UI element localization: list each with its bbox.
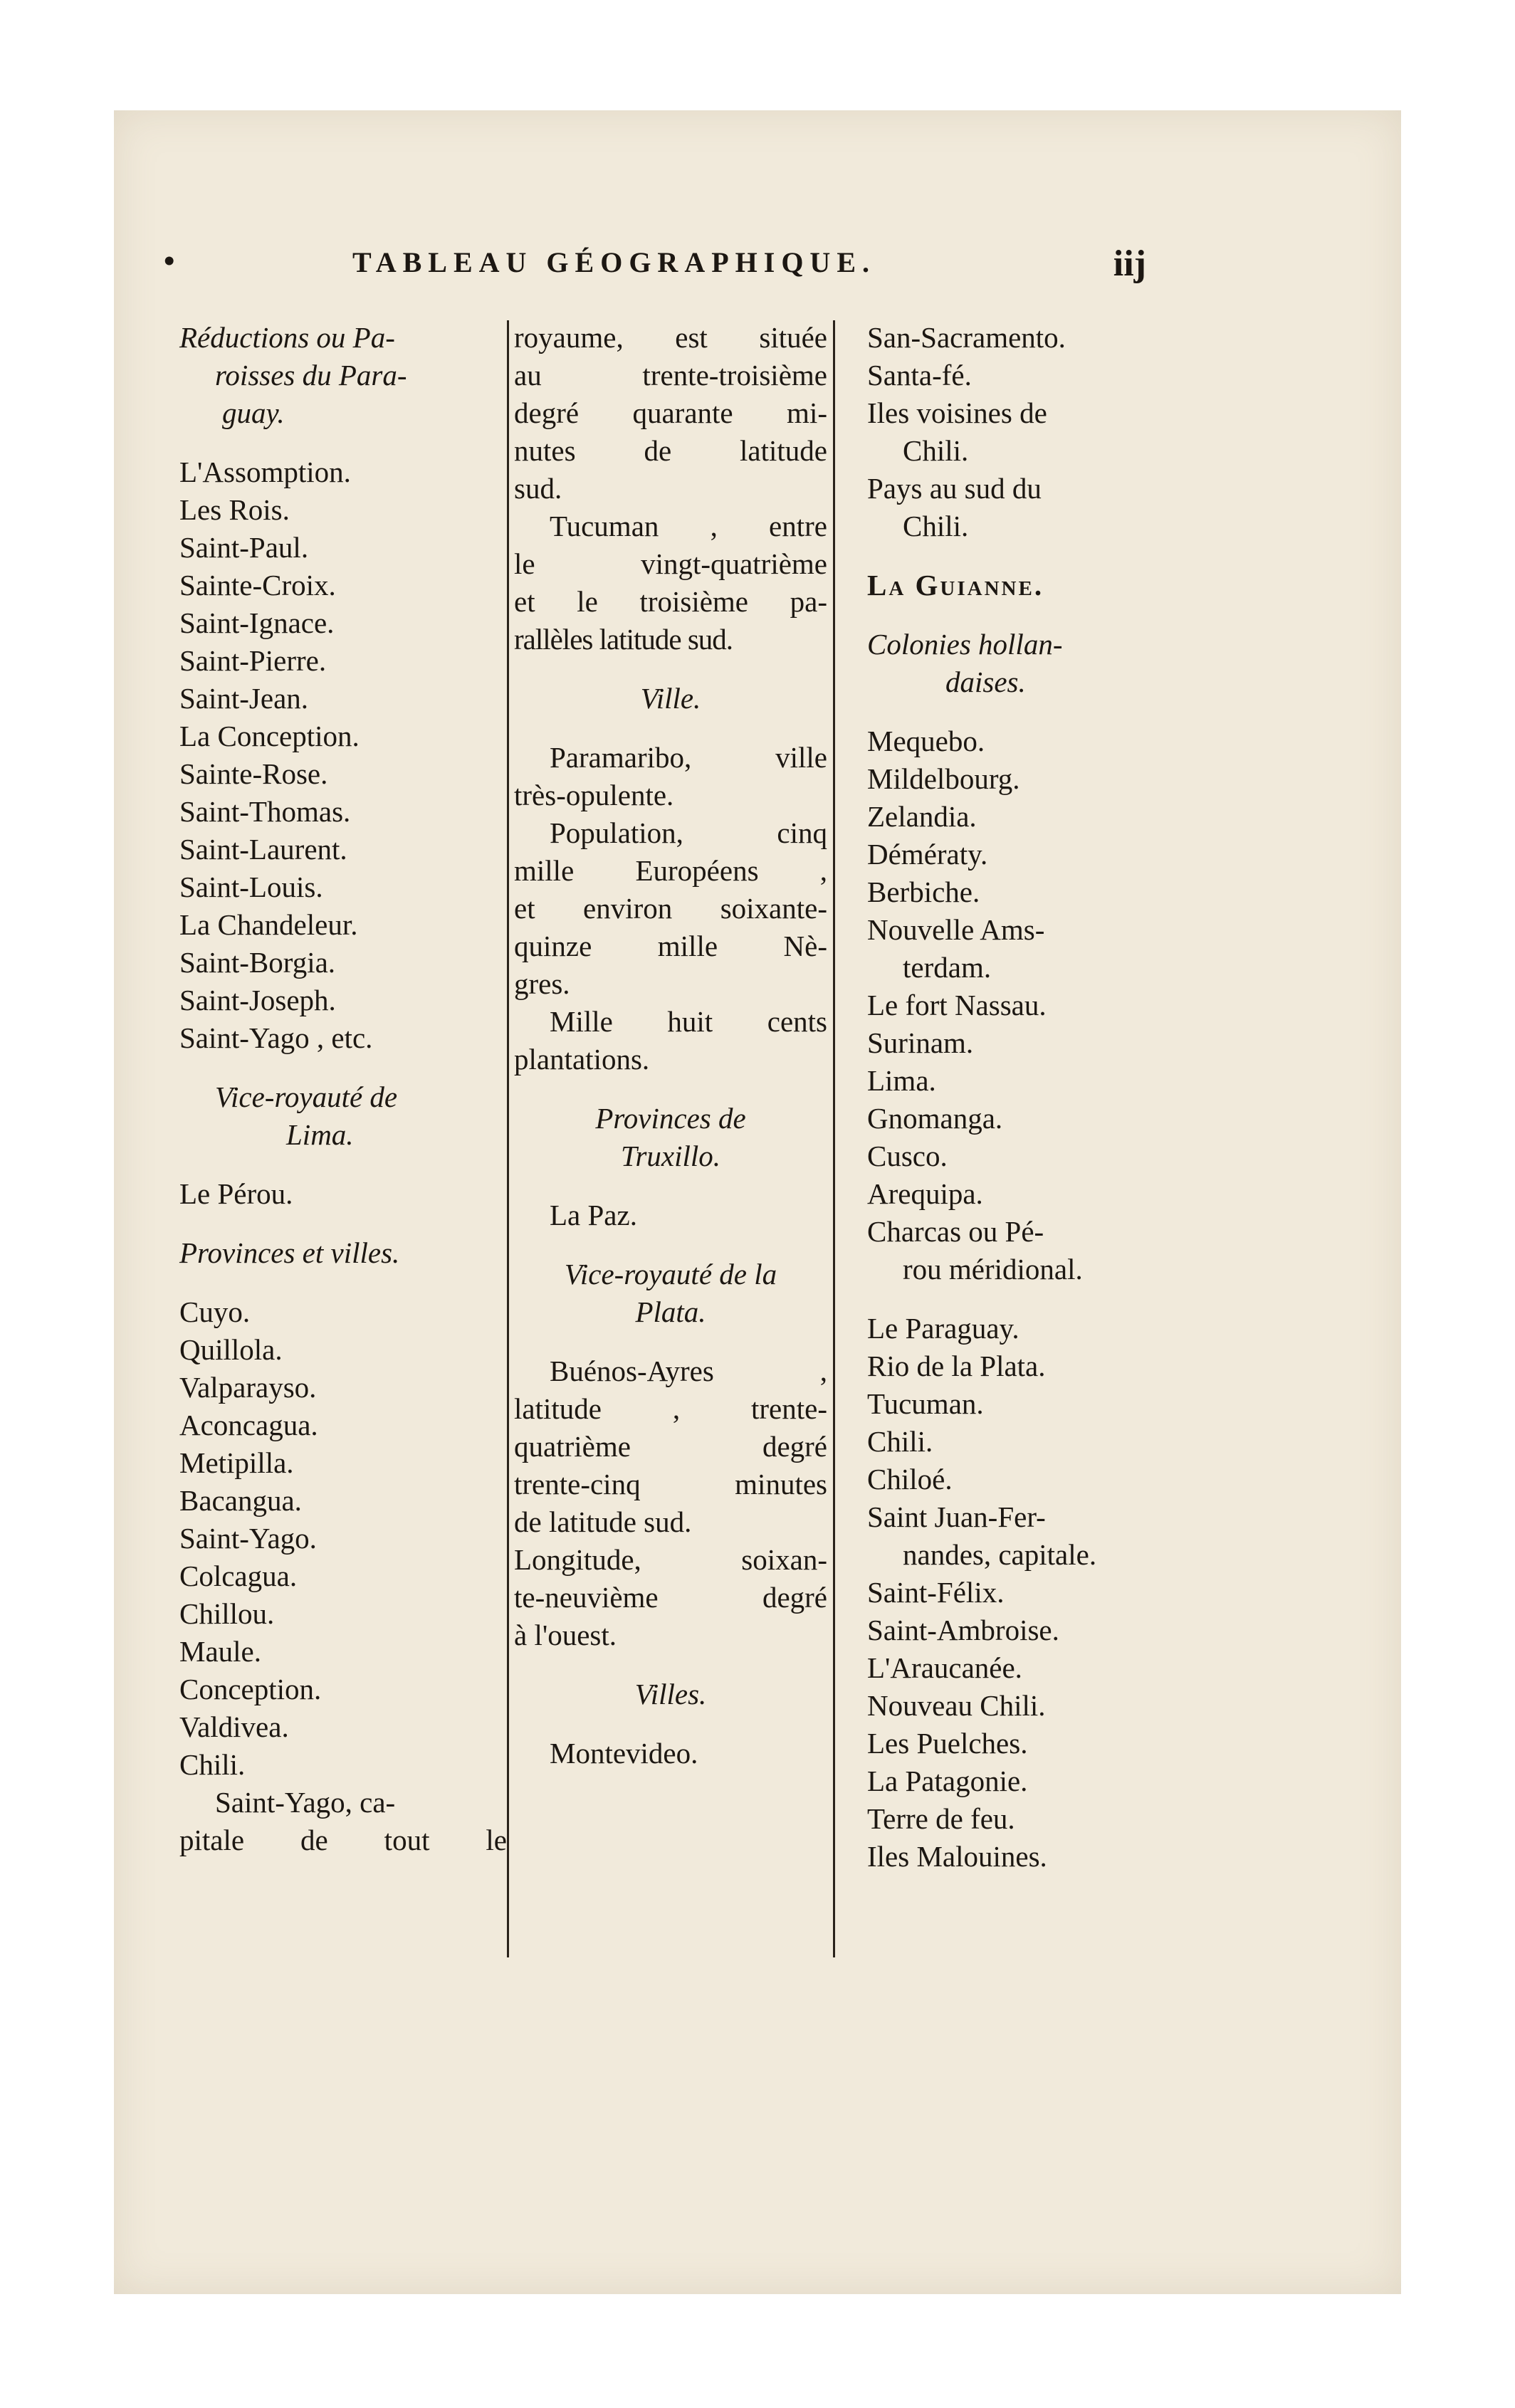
- list-item: Terre de feu.: [867, 1802, 1015, 1835]
- place-list: [867, 1310, 1166, 1876]
- list-item: San-Sacramento.: [867, 321, 1066, 354]
- list-item: Valdivea.: [179, 1710, 289, 1743]
- paragraph-line: pitale de tout le: [179, 1824, 507, 1856]
- list-item: Iles voisines de: [867, 396, 1047, 429]
- paragraph-line: plantations.: [514, 1043, 650, 1076]
- list-item: Cusco.: [867, 1140, 948, 1172]
- header-mark: •: [164, 243, 182, 278]
- list-item: La Chandeleur.: [179, 908, 358, 941]
- paragraph-line: degré quarante mi-: [514, 396, 827, 429]
- list-item: L'Assomption.: [179, 456, 351, 488]
- list-item: Saint-Félix.: [867, 1576, 1005, 1609]
- column-rule-right: [833, 320, 835, 1957]
- list-item: terdam.: [903, 951, 992, 984]
- paragraph-line: sud.: [514, 472, 562, 505]
- paragraph-line: le vingt-quatrième: [514, 547, 827, 580]
- list-item: Saint-Ignace.: [179, 606, 335, 639]
- list-item: Démératy.: [867, 838, 988, 871]
- list-item: Aconcagua.: [179, 1409, 318, 1441]
- list-item: Chiloé.: [867, 1463, 953, 1495]
- list-item: Saint-Joseph.: [179, 984, 336, 1016]
- paragraph-line: Population, cinq: [550, 816, 827, 849]
- list-item: rou méridional.: [903, 1253, 1083, 1286]
- column-rule-left: [507, 320, 509, 1957]
- paragraph-line: au trente-troisième: [514, 359, 827, 391]
- list-item: Saint-Laurent.: [179, 833, 347, 866]
- paragraph-line: Tucuman , entre: [550, 510, 827, 542]
- section-heading: guay.: [222, 396, 285, 429]
- list-item: Saint-Ambroise.: [867, 1614, 1059, 1646]
- list-item: Nouvelle Ams-: [867, 913, 1045, 946]
- list-item: Chillou.: [179, 1597, 275, 1630]
- list-item: Chili.: [179, 1748, 246, 1781]
- list-item: Saint-Pierre.: [179, 644, 327, 677]
- paragraph-line: Longitude, soixan-: [514, 1543, 827, 1576]
- list-item: Chili.: [867, 1425, 933, 1458]
- paragraph-line: royaume, est située: [514, 321, 827, 354]
- list-item: Sainte-Croix.: [179, 569, 336, 601]
- list-item: Iles Malouines.: [867, 1840, 1047, 1873]
- column-3: [867, 319, 1166, 1876]
- list-item: Sainte-Rose.: [179, 757, 328, 790]
- paragraph-line: quinze mille Nè-: [514, 930, 827, 962]
- section-heading: Villes.: [634, 1678, 707, 1710]
- section-heading: Vice-royauté de la: [564, 1258, 777, 1290]
- list-item: Charcas ou Pé-: [867, 1215, 1044, 1248]
- paragraph-line: et le troisième pa-: [514, 585, 827, 618]
- list-item: Cuyo.: [179, 1295, 251, 1328]
- paragraph-line: trente-cinq minutes: [514, 1468, 827, 1500]
- list-item: Metipilla.: [179, 1446, 294, 1479]
- list-item: Santa-fé.: [867, 359, 972, 391]
- list-item: Le fort Nassau.: [867, 989, 1047, 1021]
- list-item: Valparayso.: [179, 1371, 317, 1404]
- list-item: Saint-Jean.: [179, 682, 309, 715]
- list-item: Les Rois.: [179, 493, 290, 526]
- list-item: Arequipa.: [867, 1177, 983, 1210]
- paragraph-line: rallèles latitude sud.: [514, 623, 733, 656]
- section-heading: daises.: [945, 666, 1026, 698]
- paragraph-line: nutes de latitude: [514, 434, 827, 467]
- list-item: nandes, capitale.: [903, 1538, 1097, 1571]
- list-item: La Paz.: [550, 1199, 637, 1231]
- list-item: Saint Juan-Fer-: [867, 1500, 1046, 1533]
- list-item: Le Pérou.: [179, 1177, 293, 1210]
- paragraph-line: te-neuvième degré: [514, 1581, 827, 1614]
- column-1: [179, 319, 507, 1859]
- paragraph-line: quatrième degré: [514, 1430, 827, 1463]
- list-item: Saint-Thomas.: [179, 795, 351, 828]
- list-item: Rio de la Plata.: [867, 1350, 1046, 1382]
- list-item: Lima.: [867, 1064, 936, 1097]
- list-item: Saint-Yago.: [179, 1522, 317, 1555]
- list-item: Berbiche.: [867, 876, 980, 908]
- paragraph-line: et environ soixante-: [514, 892, 827, 925]
- section-heading: Truxillo.: [620, 1140, 721, 1172]
- list-item: Pays au sud du: [867, 472, 1042, 505]
- list-item: Quillola.: [179, 1333, 283, 1366]
- list-item: Gnomanga.: [867, 1102, 1003, 1135]
- list-item: Conception.: [179, 1673, 322, 1705]
- paragraph-line: de latitude sud.: [514, 1505, 692, 1538]
- list-item: Saint-Yago , etc.: [179, 1021, 373, 1054]
- list-item: Saint-Paul.: [179, 531, 309, 564]
- place-list: [179, 1293, 507, 1784]
- paragraph-line: Buénos-Ayres ,: [550, 1355, 827, 1387]
- list-item: Maule.: [179, 1635, 261, 1668]
- place-list: [179, 453, 507, 1057]
- list-item: La Patagonie.: [867, 1765, 1028, 1797]
- section-heading: Provinces et villes.: [179, 1236, 400, 1269]
- section-heading: Ville.: [640, 682, 701, 715]
- list-item: Chili.: [903, 434, 969, 467]
- section-heading: Plata.: [635, 1295, 706, 1328]
- list-item: Surinam.: [867, 1026, 974, 1059]
- list-item: Montevideo.: [550, 1737, 698, 1770]
- section-heading: Vice-royauté de: [215, 1081, 398, 1113]
- section-heading: Provinces de: [595, 1102, 746, 1135]
- section-heading: Lima.: [286, 1118, 354, 1151]
- list-item: Tucuman.: [867, 1387, 984, 1420]
- list-item: Zelandia.: [867, 800, 977, 833]
- page-number: iij: [1113, 243, 1146, 284]
- list-item: Mequebo.: [867, 725, 985, 757]
- list-item: L'Araucanée.: [867, 1651, 1022, 1684]
- paragraph-line: gres.: [514, 967, 570, 1000]
- list-item: Saint-Louis.: [179, 871, 323, 903]
- section-heading: La Guianne.: [867, 569, 1044, 601]
- section-heading: Réductions ou Pa-: [179, 321, 395, 354]
- list-item: Le Paraguay.: [867, 1312, 1019, 1345]
- list-item: Saint-Borgia.: [179, 946, 336, 979]
- list-item: La Conception.: [179, 720, 360, 752]
- page-header: [164, 243, 1146, 288]
- paragraph-line: latitude , trente-: [514, 1392, 827, 1425]
- list-item: Les Puelches.: [867, 1727, 1028, 1760]
- running-title: TABLEAU GÉOGRAPHIQUE.: [352, 246, 876, 278]
- paragraph-line: Mille huit cents: [550, 1005, 827, 1038]
- place-list: [867, 722, 1166, 1288]
- list-item: Mildelbourg.: [867, 762, 1020, 795]
- paragraph-line: mille Européens ,: [514, 854, 827, 887]
- paragraph-line: Paramaribo, ville: [550, 741, 827, 774]
- list-item: Chili.: [903, 510, 969, 542]
- section-heading: roisses du Para-: [215, 359, 407, 391]
- section-heading: Colonies hollan-: [867, 628, 1063, 661]
- column-2: [514, 319, 827, 1772]
- list-item: Bacangua.: [179, 1484, 302, 1517]
- list-item: Colcagua.: [179, 1560, 298, 1592]
- paragraph-line: Saint-Yago, ca-: [215, 1786, 396, 1819]
- list-item: Nouveau Chili.: [867, 1689, 1046, 1722]
- paragraph-line: à l'ouest.: [514, 1619, 617, 1651]
- paragraph-line: très-opulente.: [514, 779, 674, 811]
